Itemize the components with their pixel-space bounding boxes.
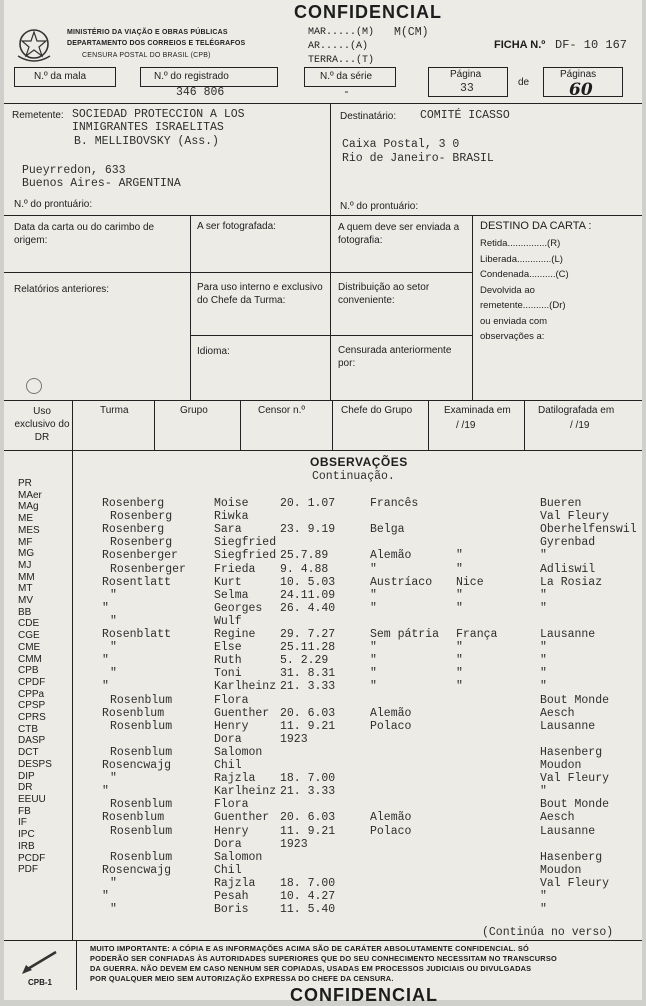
entry-birth-date: 31. 8.31 — [280, 667, 336, 681]
code-list-item: CPSP — [18, 700, 46, 712]
entry-birth-date: 18. 7.00 — [280, 772, 336, 786]
entry-surname: " — [102, 654, 109, 668]
code-list-item: CPDF — [18, 676, 46, 688]
entry-surname: Rosenblum — [110, 745, 173, 759]
entry-residence: " — [540, 601, 547, 615]
entry-residence: Lausanne — [540, 719, 596, 733]
entry-given-name: Frieda — [214, 562, 256, 576]
entry-given-name: Chil — [214, 759, 242, 772]
entry-given-name: Flora — [214, 693, 249, 707]
typed-label: Datilografada em — [538, 405, 615, 416]
entry-birth-date: 11. 9.21 — [280, 719, 336, 733]
entry-residence: Lausanne — [540, 824, 596, 838]
entry-surname: Rosencwajg — [102, 863, 172, 877]
entry-residence: Bout Monde — [540, 693, 610, 707]
code-list-item: MT — [18, 583, 33, 595]
entry-birth-date: 20. 6.03 — [280, 811, 336, 825]
entry-birth-date: 10. 5.03 — [280, 575, 336, 589]
entry-surname: Rosenblum — [110, 824, 173, 838]
entry-given-name: Riwka — [214, 510, 249, 524]
destination-devolvida: Devolvida ao — [480, 284, 535, 296]
page-label: Página — [450, 69, 482, 80]
entry-surname: " — [110, 903, 117, 917]
code-list-item: MF — [18, 536, 33, 548]
entry-birth-date: 5. 2.29 — [280, 654, 329, 668]
entry-birth-date: 23. 9.19 — [280, 523, 336, 537]
code-list-item: MG — [18, 548, 35, 560]
previously-censored-label: Censurada anteriormente por: — [338, 345, 452, 369]
to-photograph-label: A ser fotografada: — [197, 221, 276, 232]
code-list-item: DESPS — [18, 758, 52, 770]
examined-date: / /19 — [456, 420, 476, 431]
sender-line-3: B. MELLIBOVSKY (Ass.) — [74, 135, 219, 148]
entry-residence: Aesch — [540, 706, 575, 720]
footer-notice-line-4: POR QUALQUER MEIO SEM AUTORIZAÇÃO EXPRESSA DO CHEFE DA CENSURA. — [90, 974, 394, 983]
entry-birth-date: 21. 3.33 — [280, 680, 336, 694]
recipient-label: Destinatário: — [340, 111, 397, 122]
entry-residence: Bueren — [540, 497, 582, 510]
entry-surname: Rosenblum — [110, 693, 173, 707]
entry-location: Nice — [456, 575, 484, 589]
entry-location: " — [456, 562, 463, 576]
code-list-item: PDF — [18, 864, 38, 876]
entry-nationality: Alemão — [370, 549, 412, 563]
entry-given-name: Rajzla — [214, 772, 256, 786]
entry-location: " — [456, 601, 463, 615]
series-label: N.º da série — [320, 71, 373, 82]
entry-location: " — [456, 641, 463, 655]
censor-label: Censor n.º — [258, 405, 306, 416]
entry-birth-date: 18. 7.00 — [280, 876, 336, 890]
observations-subtitle: Continuação. — [312, 470, 395, 483]
entry-nationality: Polaco — [370, 719, 412, 733]
entry-surname: Rosenblum — [102, 811, 165, 825]
code-list-item: IPC — [18, 829, 35, 841]
entry-given-name: Salomon — [214, 850, 263, 864]
entry-given-name: Rajzla — [214, 876, 256, 890]
language-label: Idioma: — [197, 346, 230, 357]
previous-reports-label: Relatórios anteriores: — [14, 284, 110, 295]
sender-city: Buenos Aires- ARGENTINA — [22, 177, 181, 190]
entry-nationality: Alemão — [370, 811, 412, 825]
recipient-record-label: N.º do prontuário: — [340, 201, 419, 212]
entry-residence: " — [540, 890, 547, 903]
entry-residence: Hasenberg — [540, 850, 603, 864]
code-list-item: CPRS — [18, 712, 46, 724]
entry-given-name: Guenther — [214, 706, 270, 720]
entry-surname: Rosenberger — [110, 562, 186, 576]
censorship-sheet — [4, 0, 642, 1005]
entry-residence: La Rosiaz — [540, 575, 603, 589]
entry-surname: Rosenberger — [102, 549, 178, 563]
code-list — [18, 478, 52, 876]
entry-residence: " — [540, 549, 547, 563]
form-code: CPB-1 — [28, 978, 53, 987]
entry-location: " — [456, 680, 463, 694]
entry-birth-date: 11. 5.40 — [280, 903, 336, 917]
sender-line-2: INMIGRANTES ISRAELITAS — [72, 121, 224, 134]
entry-nationality: " — [370, 641, 377, 655]
department-name: DEPARTAMENTO DOS CORREIOS E TELÉGRAFOS — [67, 40, 246, 47]
typed-date: / /19 — [570, 420, 590, 431]
coat-of-arms-logo — [14, 26, 54, 64]
entry-given-name: Siegfried — [214, 549, 277, 563]
turma-label: Turma — [100, 405, 129, 416]
destination-liberada: Liberada.............(L) — [480, 253, 563, 265]
entry-residence: " — [540, 667, 547, 681]
destination-enviada: ou enviada com — [480, 315, 548, 327]
grupo-label: Grupo — [180, 405, 208, 416]
route-terra-label: TERRA...(T) — [308, 55, 375, 66]
code-list-item: ME — [18, 513, 33, 525]
code-list-item: FB — [18, 805, 31, 817]
entry-given-name: Dora — [214, 732, 242, 746]
entry-residence: Hasenberg — [540, 745, 603, 759]
entry-nationality: " — [370, 601, 377, 615]
destination-remetente: remetente..........(Dr) — [480, 300, 566, 311]
entry-nationality: Francês — [370, 497, 419, 510]
bottom-confidential-title: CONFIDENCIAL — [290, 985, 438, 1005]
entry-surname: Rosentlatt — [102, 575, 172, 589]
code-list-item: CPB — [18, 665, 39, 677]
entry-surname: " — [102, 601, 109, 615]
entry-residence: " — [540, 903, 547, 917]
entry-given-name: Chil — [214, 863, 242, 877]
entry-birth-date: 9. 4.88 — [280, 562, 329, 576]
code-list-item: CMM — [18, 653, 42, 665]
entry-nationality: " — [370, 562, 377, 576]
entry-surname: Rosencwajg — [102, 759, 172, 772]
mail-bag-label: N.º da mala — [34, 71, 87, 82]
footer-notice — [90, 944, 638, 984]
entry-surname: " — [110, 876, 117, 890]
entry-residence: Val Fleury — [540, 876, 610, 890]
registration-label: N.º do registrado — [154, 71, 229, 82]
sender-line-1: SOCIEDAD PROTECCION A LOS — [72, 108, 245, 121]
pages-label: Páginas — [560, 69, 597, 80]
entry-residence: " — [540, 641, 547, 655]
entry-surname: Rosenberg — [102, 523, 165, 537]
code-list-item: CPPa — [18, 688, 45, 700]
entry-given-name: Guenther — [214, 811, 270, 825]
entry-given-name: Regine — [214, 628, 256, 641]
entry-surname: " — [110, 772, 117, 786]
footer-notice-line-3: DA GUERRA. NÃO DEVEM EM CASO NENHUM SER COPIADAS, USADAS EM PROCESSOS JUDICIAIS OU DIVULGADAS — [90, 964, 532, 973]
entry-nationality: Austríaco — [370, 575, 433, 589]
ministry-name: MINISTÉRIO DA VIAÇÃO E OBRAS PÚBLICAS — [67, 29, 228, 36]
series-value: - — [343, 86, 350, 99]
entry-residence: Val Fleury — [540, 510, 610, 524]
entry-nationality: Sem pátria — [370, 628, 440, 641]
registration-number: 346 806 — [176, 86, 225, 99]
footer-notice-line-2: PODERÃO SER CONFIADAS ÀS AUTORIDADES SUPERIORES QUE DO SEU CONHECIMENTO NECESSITAM NO TRANSCURSO — [90, 954, 557, 963]
entry-residence: Moudon — [540, 863, 582, 877]
entry-nationality: Alemão — [370, 706, 412, 720]
code-list-item: CDE — [18, 618, 40, 630]
entry-given-name: Salomon — [214, 745, 263, 759]
entry-nationality: " — [370, 588, 377, 602]
entry-location: " — [456, 588, 463, 602]
pages-value: 60 — [569, 80, 593, 100]
entry-birth-date: 25.7.89 — [280, 549, 329, 563]
entry-surname: " — [110, 667, 117, 681]
entry-given-name: Karlheinz — [214, 785, 277, 799]
censorship-office-name: CENSURA POSTAL DO BRASIL (CPB) — [82, 52, 211, 59]
entry-given-name: Selma — [214, 588, 249, 602]
code-list-item: CME — [18, 641, 41, 653]
route-mar-value: M(CM) — [394, 26, 429, 39]
punch-hole-icon — [26, 378, 42, 394]
code-list-item: CTB — [18, 723, 38, 735]
entry-surname: Rosenblum — [110, 850, 173, 864]
code-list-item: CGE — [18, 630, 40, 642]
entry-surname: Rosenblum — [110, 719, 173, 733]
sender-street: Pueyrredon, 633 — [22, 164, 126, 177]
entry-given-name: Georges — [214, 601, 263, 615]
route-ar-label: AR.....(A) — [308, 41, 369, 52]
destination-retida: Retida...............(R) — [480, 238, 561, 249]
entry-location: " — [456, 549, 463, 563]
examined-label: Examinada em — [444, 405, 511, 416]
entry-residence: Oberhelfenswil — [540, 523, 637, 537]
entry-surname: " — [102, 680, 109, 694]
code-list-item: BB — [18, 606, 32, 618]
entry-birth-date: 26. 4.40 — [280, 601, 336, 615]
entry-surname: Rosenberg — [110, 536, 173, 550]
entry-residence: Val Fleury — [540, 772, 610, 786]
destination-condenada: Condenada..........(C) — [480, 269, 569, 280]
entry-surname: " — [110, 588, 117, 602]
entry-given-name: Henry — [214, 824, 249, 838]
letter-date-label: Data da carta ou do carimbo de origem: — [14, 222, 155, 246]
entry-birth-date: 20. 1.07 — [280, 497, 336, 510]
send-photo-to-label: A quem deve ser enviada a fotografia: — [338, 222, 460, 246]
footer-notice-line-1: MUITO IMPORTANTE: A CÓPIA E AS INFORMAÇÕES ACIMA SÃO DE CARÁTER ABSOLUTAMENTE CONFIDENCIAL. SÓ — [90, 944, 529, 953]
entry-given-name: Kurt — [214, 575, 242, 589]
entry-given-name: Sara — [214, 523, 242, 537]
entry-given-name: Toni — [214, 667, 242, 681]
entry-surname: Rosenberg — [102, 497, 165, 510]
entry-given-name: Flora — [214, 798, 249, 812]
code-list-item: DR — [18, 782, 33, 794]
code-list-item: DCT — [18, 747, 39, 759]
entry-residence: " — [540, 654, 547, 668]
code-list-item: DASP — [18, 735, 46, 747]
entry-given-name: Ruth — [214, 654, 242, 668]
entry-location: " — [456, 654, 463, 668]
arrow-icon — [20, 948, 60, 976]
code-list-item: MES — [18, 524, 40, 536]
entry-nationality: Belga — [370, 523, 405, 537]
entry-birth-date: 25.11.28 — [280, 641, 336, 655]
entry-given-name: Karlheinz — [214, 680, 277, 694]
entry-birth-date: 24.11.09 — [280, 588, 336, 602]
entry-given-name: Else — [214, 641, 242, 655]
code-list-item: PCDF — [18, 852, 46, 864]
entry-surname: " — [102, 785, 109, 799]
of-label: de — [518, 77, 530, 88]
entry-given-name: Pesah — [214, 890, 249, 903]
code-list-item: IF — [18, 817, 27, 829]
entry-surname: Rosenblum — [102, 706, 165, 720]
distribution-label: Distribuição ao setor conveniente: — [338, 282, 430, 306]
entry-residence: " — [540, 680, 547, 694]
entry-given-name: Siegfried — [214, 536, 277, 550]
continues-note: (Continúa no verso) — [482, 926, 614, 939]
page-value: 33 — [460, 82, 474, 95]
entry-surname: " — [102, 890, 109, 903]
entry-residence: Bout Monde — [540, 798, 610, 812]
recipient-name: COMITÉ ICASSO — [420, 109, 510, 122]
entry-surname: " — [110, 641, 117, 655]
entry-nationality: " — [370, 680, 377, 694]
code-list-item: MJ — [18, 559, 32, 571]
entry-residence: Gyrenbad — [540, 536, 596, 550]
entry-given-name: Moise — [214, 497, 249, 510]
recipient-address-1: Caixa Postal, 3 0 — [342, 138, 460, 151]
entry-birth-date: 20. 6.03 — [280, 706, 336, 720]
internal-use-label: Para uso interno e exclusivo do Chefe da Turma: — [197, 282, 323, 306]
entry-given-name: Wulf — [214, 614, 242, 628]
entry-given-name: Dora — [214, 837, 242, 851]
entry-nationality: " — [370, 654, 377, 668]
entry-given-name: Henry — [214, 719, 249, 733]
entry-birth-date: 10. 4.27 — [280, 890, 336, 903]
observations-title: OBSERVAÇÕES — [310, 455, 408, 469]
entry-birth-date: 11. 9.21 — [280, 824, 336, 838]
entry-surname: Rosenberg — [110, 510, 173, 524]
entry-nationality: Polaco — [370, 824, 412, 838]
sender-record-label: N.º do prontuário: — [14, 199, 93, 210]
entry-surname: Rosenblatt — [102, 628, 172, 641]
entry-residence: " — [540, 785, 547, 799]
entry-residence: Aesch — [540, 811, 575, 825]
entry-residence: Adliswil — [540, 562, 596, 576]
recipient-address-2: Rio de Janeiro- BRASIL — [342, 152, 494, 165]
entry-birth-date: 1923 — [280, 837, 308, 851]
entry-location: " — [456, 667, 463, 681]
entry-birth-date: 29. 7.27 — [280, 628, 336, 641]
group-chief-label: Chefe do Grupo — [341, 405, 413, 416]
destination-observacoes: observações a: — [480, 331, 545, 342]
entry-residence: Moudon — [540, 759, 582, 772]
code-list-item: MM — [18, 571, 35, 583]
destination-options — [480, 236, 569, 345]
entry-residence: " — [540, 588, 547, 602]
entry-nationality: " — [370, 667, 377, 681]
dr-use-label: Uso exclusivo do DR — [14, 406, 70, 443]
entry-birth-date: 1923 — [280, 732, 308, 746]
sender-label: Remetente: — [12, 110, 64, 121]
entry-birth-date: 21. 3.33 — [280, 785, 336, 799]
entry-given-name: Boris — [214, 903, 249, 917]
code-list-item: MV — [18, 595, 33, 607]
entry-location: França — [456, 628, 498, 641]
ficha-label: FICHA N.º — [494, 39, 546, 51]
top-confidential-title: CONFIDENCIAL — [294, 2, 442, 22]
entry-surname: " — [110, 614, 117, 628]
code-list-item: MAer — [18, 489, 42, 501]
code-list-item: EEUU — [18, 793, 46, 805]
code-list-item: PR — [18, 478, 32, 489]
entry-residence: Lausanne — [540, 628, 596, 641]
letter-destination-title: DESTINO DA CARTA : — [480, 220, 592, 232]
ficha-number: DF- 10 167 — [555, 38, 628, 52]
entry-surname: Rosenblum — [110, 798, 173, 812]
code-list-item: IRB — [18, 840, 35, 852]
route-mar-label: MAR.....(M) — [308, 27, 375, 38]
code-list-item: MAg — [18, 501, 39, 513]
code-list-item: DIP — [18, 770, 35, 782]
